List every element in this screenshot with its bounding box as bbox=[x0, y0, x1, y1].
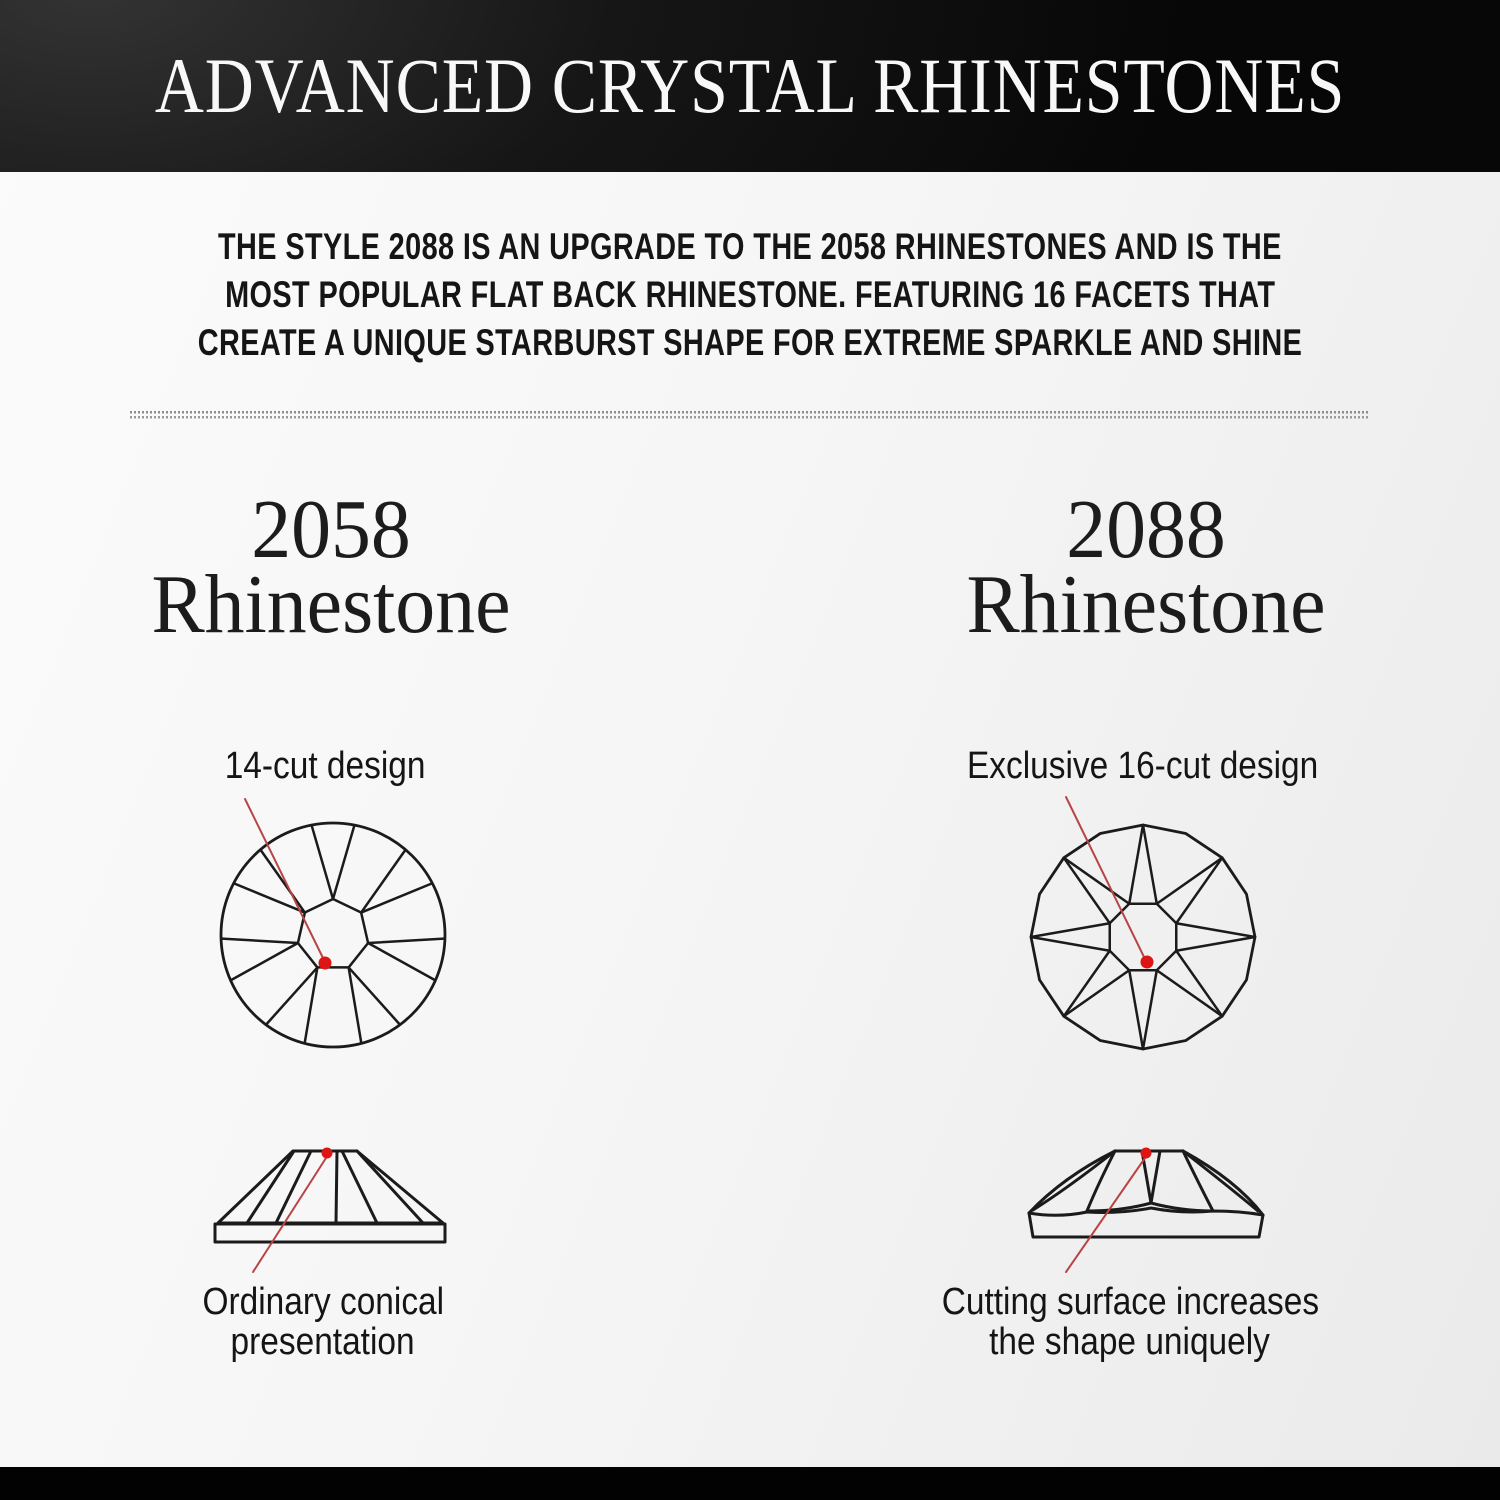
model-type-2088: Rhinestone bbox=[966, 558, 1326, 651]
annotation-leader-line bbox=[253, 1158, 326, 1272]
top-view-diagram-2058 bbox=[221, 823, 445, 1047]
model-type-2058: Rhinestone bbox=[151, 558, 511, 651]
intro-line: CREATE A UNIQUE STARBURST SHAPE FOR EXTREME SPARKLE AND SHINE bbox=[197, 322, 1303, 363]
model-number-2058: 2058 bbox=[251, 483, 411, 576]
annotation-dot bbox=[1141, 956, 1154, 969]
top-view-diagram-2088 bbox=[1031, 825, 1255, 1049]
caption-2058: Ordinary conical presentation bbox=[202, 1281, 444, 1363]
intro-line: MOST POPULAR FLAT BACK RHINESTONE. FEATURING 16 FACETS THAT bbox=[224, 274, 1276, 315]
annotation-dot bbox=[319, 957, 332, 970]
annotation-dot bbox=[322, 1148, 333, 1159]
side-view-diagram-2088 bbox=[1029, 1151, 1263, 1237]
annotation-leader-line bbox=[245, 799, 323, 958]
footer-bar bbox=[0, 1467, 1500, 1500]
page-title: ADVANCED CRYSTAL RHINESTONES bbox=[154, 42, 1346, 129]
model-number-2088: 2088 bbox=[1066, 483, 1226, 576]
cut-design-label-2058: 14-cut design bbox=[224, 745, 426, 787]
intro-line: THE STYLE 2088 IS AN UPGRADE TO THE 2058 RHINESTONES AND IS THE bbox=[218, 226, 1282, 267]
annotation-dot bbox=[1141, 1148, 1152, 1159]
annotation-leader-lines bbox=[245, 797, 1154, 1272]
cut-design-label-2088: Exclusive 16-cut design bbox=[967, 745, 1319, 787]
side-view-diagram-2058 bbox=[215, 1151, 445, 1242]
caption-2088: Cutting surface increases the shape uniquely bbox=[941, 1281, 1319, 1363]
